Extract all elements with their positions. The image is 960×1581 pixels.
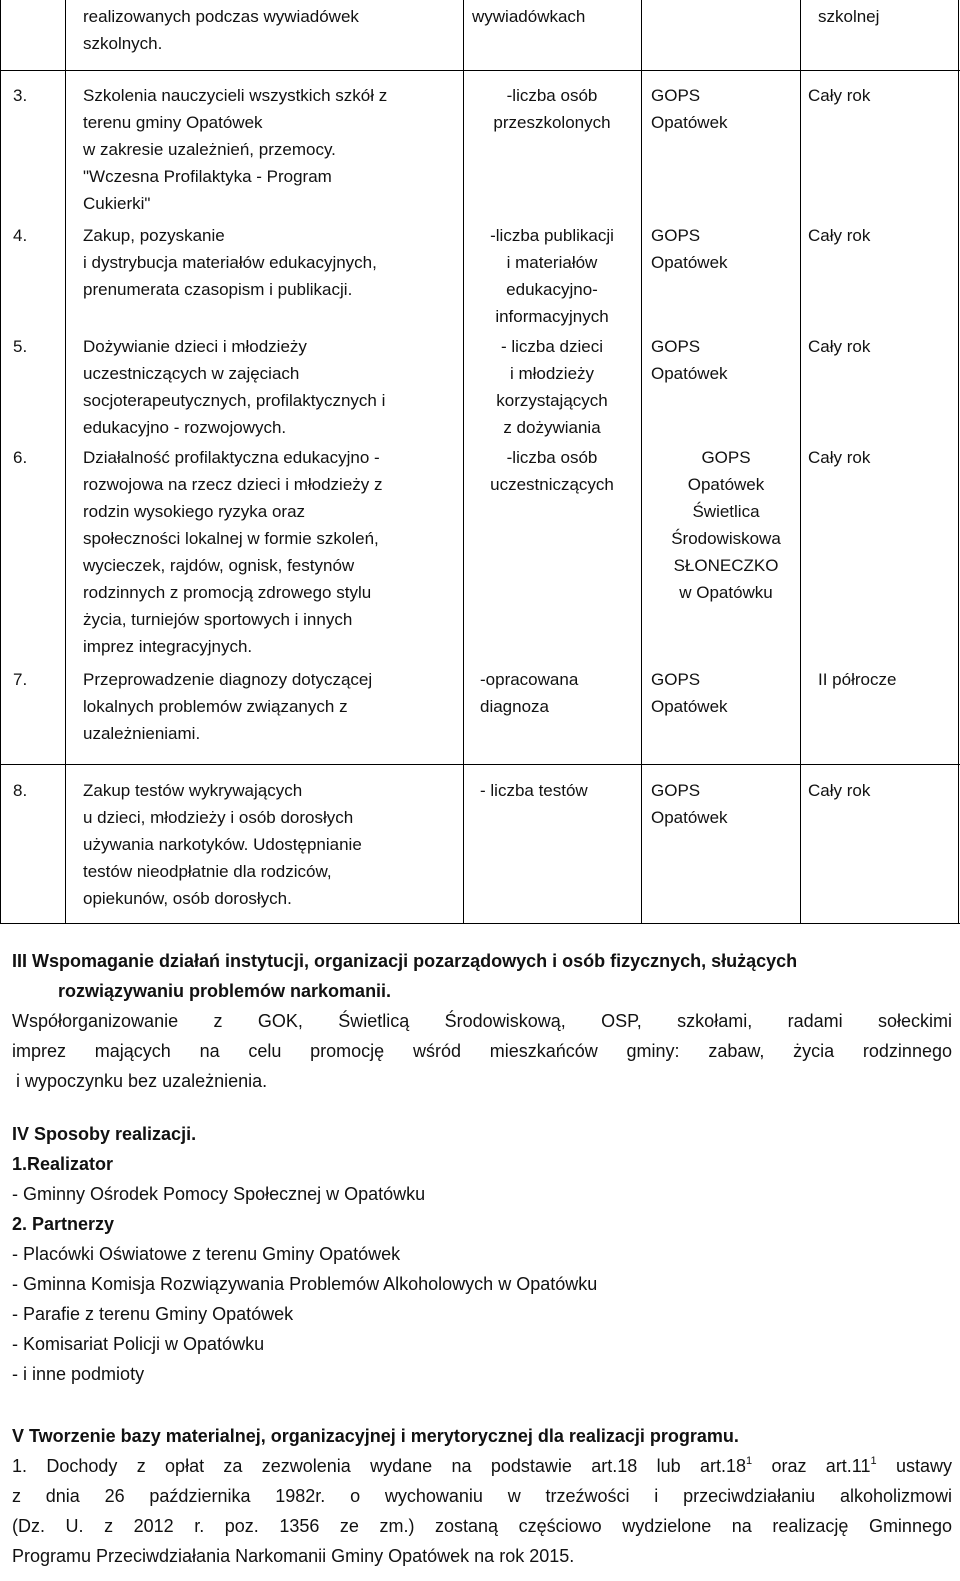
table-cell-responsible: GOPS Opatówek xyxy=(651,781,728,827)
partner-item: - i inne podmioty xyxy=(12,1364,145,1384)
table-border-right xyxy=(958,0,959,924)
section-5-paragraph-line: z dnia 26 października 1982r. o wychowaniu w trzeźwości i przeciwdziałaniu alkoholizmowi xyxy=(12,1486,952,1506)
section-5-paragraph-line: Programu Przeciwdziałania Narkomanii Gminy Opatówek na rok 2015. xyxy=(12,1546,575,1566)
table-cell-responsible: GOPS Opatówek xyxy=(651,226,728,272)
table-cell-indicator: - liczba testów xyxy=(480,781,588,800)
table-cell-description: Zakup, pozyskanie i dystrybucja materiałów edukacyjnych, prenumerata czasopism i publikacji. xyxy=(83,226,377,299)
table-cell-indicator: - liczba dzieci i młodzieży korzystających z dożywiania xyxy=(496,337,608,437)
table-cell-indicator: -opracowana diagnoza xyxy=(480,670,579,716)
table-cell-deadline: Cały rok xyxy=(808,781,871,800)
table-cell-description: Działalność profilaktyczna edukacyjno - rozwojowa na rzecz dzieci i młodzieży z rodzin wysokiego ryzyka oraz społeczności lokalnej w formie szkoleń, wycieczek, rajdów, ognisk, festynów rodzinnych z promocją zdrowego stylu życia, turniejów sportowych i innych imprez integracyjnych. xyxy=(83,448,383,656)
table-cell-indicator: -liczba publikacji i materiałów edukacyjno- informacyjnych xyxy=(490,226,614,326)
table-cell-responsible: GOPS Opatówek xyxy=(651,86,728,132)
table-border-left xyxy=(0,0,1,924)
table-cell-responsible: GOPS Opatówek xyxy=(651,337,728,383)
table-cell-number: 3. xyxy=(13,86,28,105)
section-3-paragraph-line: Współorganizowanie z GOK, Świetlicą Środowiskową, OSP, szkołami, radami sołeckimi xyxy=(12,1011,952,1031)
table-cell-number: 7. xyxy=(13,670,28,689)
table-cell-responsible: GOPS Opatówek Świetlica Środowiskowa SŁONECZKO w Opatówku xyxy=(671,448,781,602)
section-3-paragraph-line: imprez mających na celu promocję wśród mieszkańców gminy: zabaw, życia rodzinnego xyxy=(12,1041,952,1061)
section-5-paragraph-line: (Dz. U. z 2012 r. poz. 1356 ze zm.) zostaną częściowo wydzielone na realizację Gminnego xyxy=(12,1516,952,1536)
section-3-heading: III Wspomaganie działań instytucji, organizacji pozarządowych i osób fizycznych, służących xyxy=(12,951,798,971)
realizator-subheading: 1.Realizator xyxy=(12,1154,114,1174)
table-cell-deadline: szkolnej xyxy=(818,7,880,26)
partner-item: - Parafie z terenu Gminy Opatówek xyxy=(12,1304,294,1324)
section-5-heading: V Tworzenie bazy materialnej, organizacyjnej i merytorycznej dla realizacji programu. xyxy=(12,1426,739,1446)
table-border-bottom xyxy=(0,923,960,924)
table-cell-number: 6. xyxy=(13,448,28,467)
section-4-heading: IV Sposoby realizacji. xyxy=(12,1124,197,1144)
table-cell-number: 8. xyxy=(13,781,28,800)
table-cell-description: Przeprowadzenie diagnozy dotyczącej lokalnych problemów związanych z uzależnieniami. xyxy=(83,670,373,743)
table-cell-number: 4. xyxy=(13,226,28,245)
table-cell-description: Zakup testów wykrywających u dzieci, młodzieży i osób dorosłych używania narkotyków. Udostępnianie testów nieodpłatnie dla rodziców, opiekunów, osób dorosłych. xyxy=(83,781,362,908)
table-cell-indicator: -liczba osób przeszkolonych xyxy=(493,86,611,132)
table-cell-deadline: II półrocze xyxy=(818,670,897,689)
partner-item: - Komisariat Policji w Opatówku xyxy=(12,1334,265,1354)
table-cell-responsible: GOPS Opatówek xyxy=(651,670,728,716)
table-cell-deadline: Cały rok xyxy=(808,337,871,356)
partner-item: - Gminna Komisja Rozwiązywania Problemów Alkoholowych w Opatówku xyxy=(12,1274,598,1294)
table-cell-indicator: -liczba osób uczestniczących xyxy=(490,448,614,494)
table-cell-deadline: Cały rok xyxy=(808,226,871,245)
table-cell-description: realizowanych podczas wywiadówek szkolnych. xyxy=(83,7,359,53)
table-row-divider xyxy=(0,70,960,71)
table-column-divider xyxy=(463,0,464,924)
section-3-heading-continued: rozwiązywaniu problemów narkomanii. xyxy=(58,981,392,1001)
section-3-paragraph-line: i wypoczynku bez uzależnienia. xyxy=(16,1071,268,1091)
section-5-paragraph-line: 1. Dochody z opłat za zezwolenia wydane na podstawie art.18 lub $art.18^1$ oraz $art.11^1$ ustawy xyxy=(12,1455,952,1476)
table-cell-deadline: Cały rok xyxy=(808,448,871,467)
partner-item: - Placówki Oświatowe z terenu Gminy Opatówek xyxy=(12,1244,401,1264)
table-cell-indicator: wywiadówkach xyxy=(472,7,586,26)
table-column-divider xyxy=(641,0,642,924)
table-row-divider xyxy=(0,764,960,765)
table-cell-description: Dożywianie dzieci i młodzieży uczestniczących w zajęciach socjoterapeutycznych, profilaktycznych i edukacyjno - rozwojowych. xyxy=(83,337,386,437)
table-cell-number: 5. xyxy=(13,337,28,356)
partners-subheading: 2. Partnerzy xyxy=(12,1214,115,1234)
table-cell-description: Szkolenia nauczycieli wszystkich szkół z terenu gminy Opatówek w zakresie uzależnień, przemocy. "Wczesna Profilaktyka - Program Cukierki" xyxy=(83,86,388,213)
table-cell-deadline: Cały rok xyxy=(808,86,871,105)
table-column-divider xyxy=(65,0,66,924)
realizator-item: - Gminny Ośrodek Pomocy Społecznej w Opatówku xyxy=(12,1184,426,1204)
